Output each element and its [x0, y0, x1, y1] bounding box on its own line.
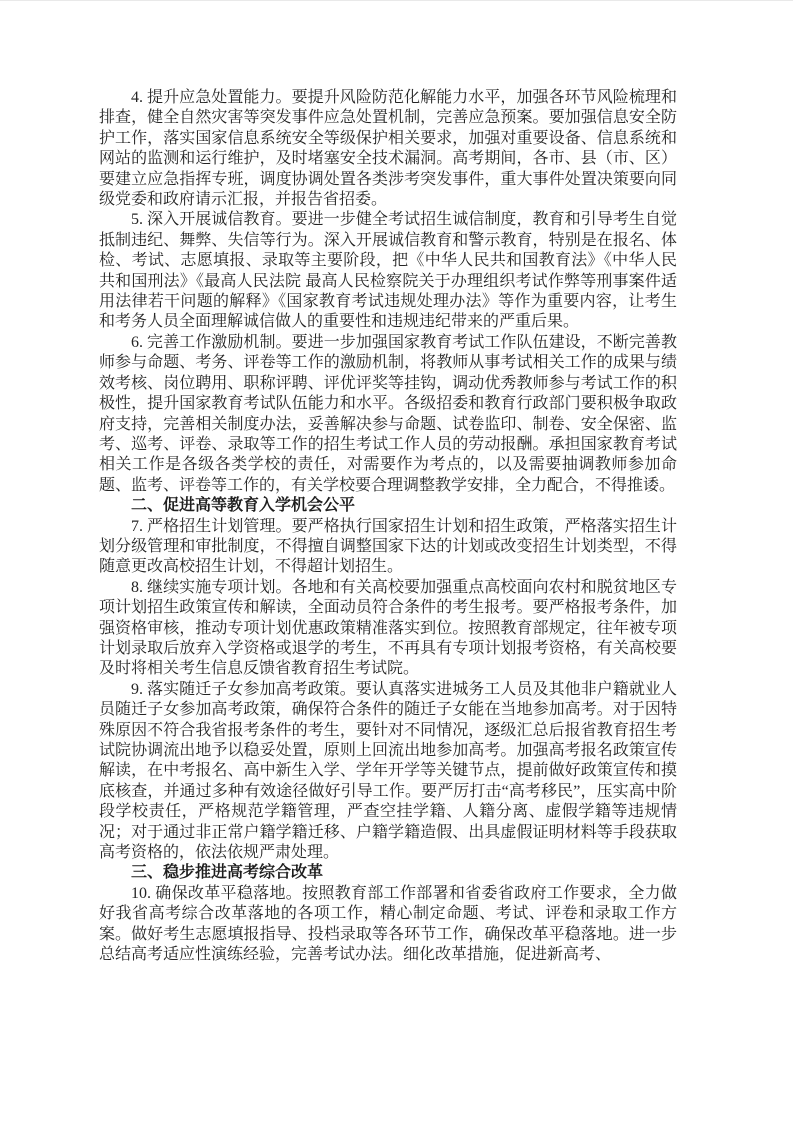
paragraph-5-integrity-education: 5. 深入开展诚信教育。要进一步健全考试招生诚信制度，教育和引导考生自觉抵制违纪、舞弊、失信等行为。深入开展诚信教育和警示教育，特别是在报名、体检、考试、志愿填报、录取等主要阶段，把《中华人民共和国教育法》《中华人民共和国刑法》《最高人民法院 最高人民检察院关于办理组织考试作弊等刑事案件适用法律若干问题的解释》《国家教育考试违规处理办法》等作为重要内容，让考生和考务人员全面理解诚信做人的重要性和违规违纪带来的严重后果。: [99, 211, 677, 331]
section-heading-two-admission-fairness: 二、促进高等教育入学机会公平: [131, 497, 356, 515]
paragraph-7-enrollment-plan-management: 7. 严格招生计划管理。要严格执行国家招生计划和招生政策，严格落实招生计划分级管理和审批制度，不得擅自调整国家下达的计划或改变招生计划类型，不得随意更改高校招生计划，不得超计划招生。: [99, 517, 677, 576]
paragraph-4-emergency-response: 4. 提升应急处置能力。要提升风险防范化解能力水平，加强各环节风险梳理和排查，健全自然灾害等突发事件应急处置机制，完善应急预案。要加强信息安全防护工作，落实国家信息系统安全等级保护相关要求，加强对重要设备、信息系统和网站的监测和运行维护，及时堵塞安全技术漏洞。高考期间，各市、县（市、区）要建立应急指挥专班，调度协调处置各类涉考突发事件，重大事件处置决策要向同级党委和政府请示汇报，并报告省招委。: [99, 89, 677, 209]
paragraph-9-migrant-children-policy: 9. 落实随迁子女参加高考政策。要认真落实进城务工人员及其他非户籍就业人员随迁子女参加高考政策，确保符合条件的随迁子女能在当地参加高考。对于因特殊原因不符合我省报考条件的考生，要针对不同情况，逐级汇总后报省教育招生考试院协调流出地予以稳妥处置，原则上回流出地参加高考。加强高考报名政策宣传解读，在中考报名、高中新生入学、学年开学等关键节点，提前做好政策宣传和摸底核查，并通过多种有效途径做好引导工作。要严厉打击“高考移民”，压实高中阶段学校责任，严格规范学籍管理，严查空挂学籍、人籍分离、虚假学籍等违规情况；对于通过非正常户籍学籍迁移、户籍学籍造假、出具虚假证明材料等手段获取高考资格的，依法依规严肃处理。: [99, 680, 677, 862]
document-body: [99, 88, 677, 965]
paragraph-10-reform-implementation: 10. 确保改革平稳落地。按照教育部工作部署和省委省政府工作要求，全力做好我省高考综合改革落地的各项工作，精心制定命题、考试、评卷和录取工作方案。做好考生志愿填报指导、投档录取等各环节工作，确保改革平稳落地。进一步总结高考适应性演练经验，完善考试办法。细化改革措施，促进新高考、: [99, 884, 677, 964]
paragraph-6-incentive-mechanism: 6. 完善工作激励机制。要进一步加强国家教育考试工作队伍建设，不断完善教师参与命题、考务、评卷等工作的激励机制，将教师从事考试相关工作的成果与绩效考核、岗位聘用、职称评聘、评优评奖等挂钩，调动优秀教师参与考试工作的积极性，提升国家教育考试队伍能力和水平。各级招委和教育行政部门要积极争取政府支持，完善相关制度办法，妥善解决参与命题、试卷监印、制卷、安全保密、监考、巡考、评卷、录取等工作的招生考试工作人员的劳动报酬。承担国家教育考试相关工作是各级各类学校的责任，对需要作为考点的，以及需要抽调教师参加命题、监考、评卷等工作的，有关学校要合理调整教学安排，全力配合，不得推诿。: [99, 333, 677, 494]
section-heading-three-gaokao-reform: 三、稳步推进高考综合改革: [131, 864, 324, 882]
page-top-edge: [0, 0, 793, 1]
paragraph-8-special-programs: 8. 继续实施专项计划。各地和有关高校要加强重点高校面向农村和脱贫地区专项计划招生政策宣传和解读，全面动员符合条件的考生报考。要严格报考条件，加强资格审核，推动专项计划优惠政策精准落实到位。按照教育部规定，往年被专项计划录取后放弃入学资格或退学的考生，不再具有专项计划报考资格，有关高校要及时将相关考生信息反馈省教育招生考试院。: [99, 578, 677, 678]
